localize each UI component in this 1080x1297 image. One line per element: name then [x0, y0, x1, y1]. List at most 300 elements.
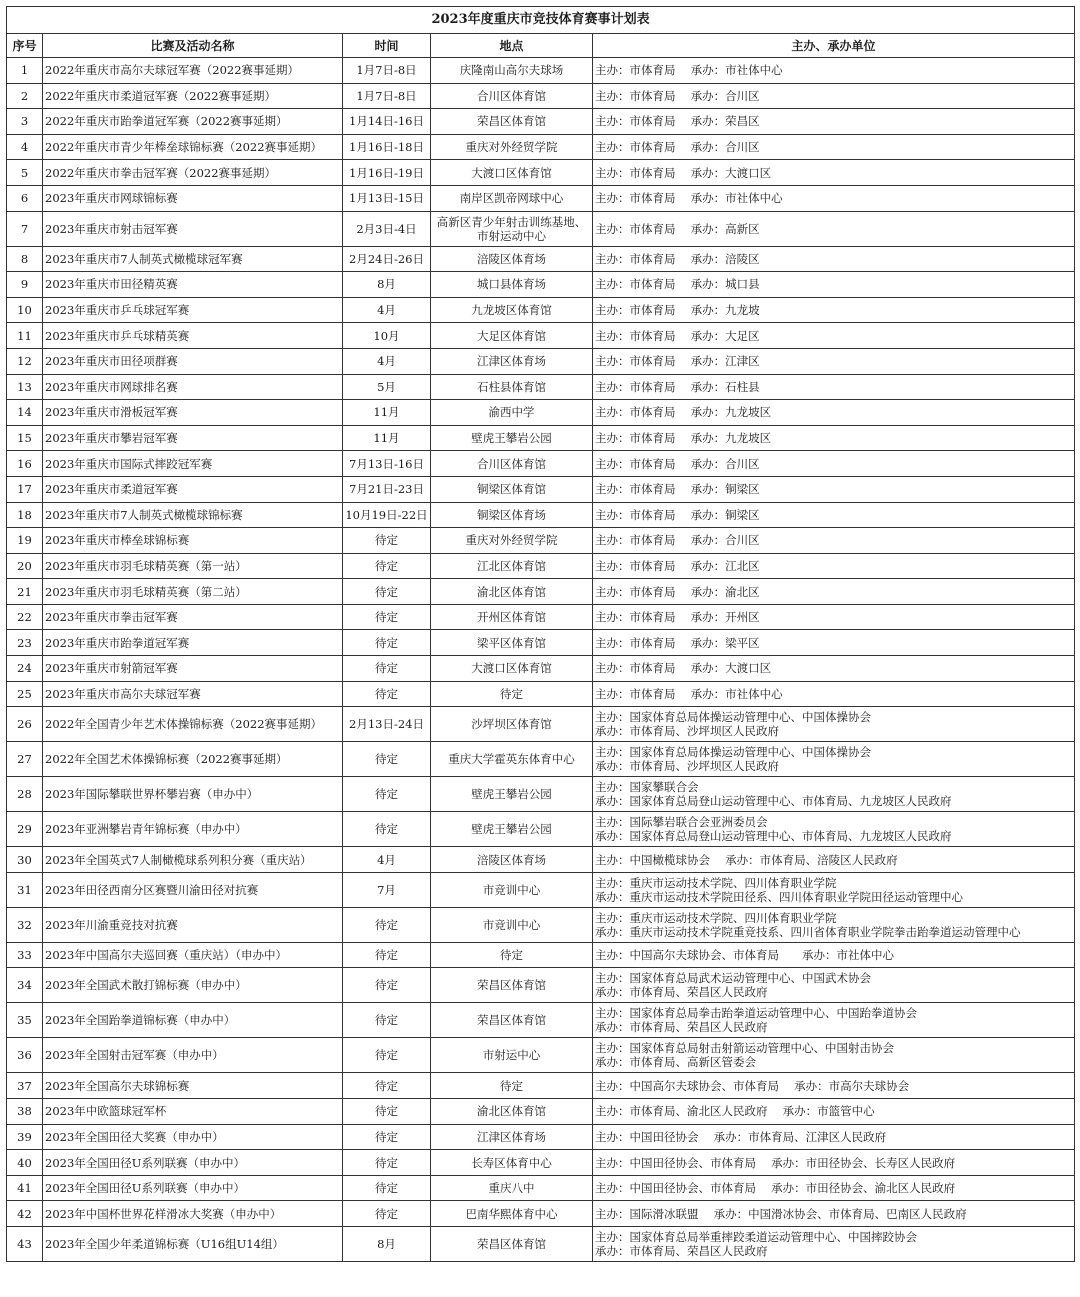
row-number: 34 [7, 968, 43, 1003]
event-name: 2023年川渝重竞技对抗赛 [43, 907, 343, 942]
row-number: 6 [7, 185, 43, 211]
header-place: 地点 [431, 34, 593, 58]
event-place: 沙坪坝区体育馆 [431, 707, 593, 742]
table-row [7, 1201, 1075, 1227]
schedule-sheet [6, 6, 1074, 1262]
table-row [7, 1073, 1075, 1099]
table-row [7, 246, 1075, 272]
event-organizers [593, 348, 1075, 374]
event-name: 2023年中欧篮球冠军杯 [43, 1099, 343, 1125]
event-place: 市竞训中心 [431, 872, 593, 907]
event-organizers [593, 246, 1075, 272]
event-name: 2023年重庆市攀岩冠军赛 [43, 425, 343, 451]
organizer-line: 承办：市体育局、荣昌区人民政府 [595, 985, 768, 1000]
event-name: 2023年重庆市田径项群赛 [43, 348, 343, 374]
organizer-line: 主办：国际攀岩联合会亚洲委员会 [595, 815, 768, 830]
organizer-line: 主办：重庆市运动技术学院、四川体育职业学院 [595, 910, 837, 925]
event-name: 2022年重庆市青少年棒垒球锦标赛（2022赛事延期） [43, 134, 343, 160]
event-place: 荣昌区体育馆 [431, 968, 593, 1003]
event-place: 江津区体育场 [431, 348, 593, 374]
event-organizers [593, 134, 1075, 160]
row-number: 38 [7, 1099, 43, 1125]
organizer-line: 主办：市体育局 承办：九龙坡区 [595, 431, 772, 446]
header-row [7, 34, 1075, 58]
header-name: 比赛及活动名称 [43, 34, 343, 58]
event-place: 开州区体育馆 [431, 604, 593, 630]
row-number: 23 [7, 630, 43, 656]
table-row [7, 528, 1075, 554]
organizer-line: 主办：市体育局 承办：市社体中心 [595, 63, 783, 78]
row-number: 29 [7, 812, 43, 847]
row-number: 28 [7, 777, 43, 812]
organizer-line: 主办：市体育局 承办：合川区 [595, 88, 760, 103]
organizer-line: 主办：市体育局 承办：九龙坡 [595, 303, 760, 318]
organizer-line: 主办：重庆市运动技术学院、四川体育职业学院 [595, 875, 837, 890]
event-name: 2023年重庆市羽毛球精英赛（第一站） [43, 553, 343, 579]
row-number: 31 [7, 872, 43, 907]
event-name: 2022年重庆市跆拳道冠军赛（2022赛事延期） [43, 109, 343, 135]
organizer-line: 主办：中国高尔夫球协会、市体育局 承办：市社体中心 [595, 948, 894, 963]
event-name: 2023年重庆市高尔夫球冠军赛 [43, 681, 343, 707]
event-place: 荣昌区体育馆 [431, 1227, 593, 1262]
event-place: 待定 [431, 1073, 593, 1099]
event-name: 2023年重庆市射箭冠军赛 [43, 656, 343, 682]
table-row [7, 1099, 1075, 1125]
event-name: 2023年全国跆拳道锦标赛（申办中） [43, 1003, 343, 1038]
organizer-line: 承办：市体育局、沙坪坝区人民政府 [595, 759, 779, 774]
event-organizers [593, 742, 1075, 777]
table-row [7, 553, 1075, 579]
event-place: 壁虎王攀岩公园 [431, 425, 593, 451]
event-organizers [593, 777, 1075, 812]
organizer-line: 主办：市体育局 承办：城口县 [595, 277, 760, 292]
event-organizers [593, 1038, 1075, 1073]
event-time: 7月 [343, 872, 431, 907]
row-number: 7 [7, 211, 43, 246]
table-row [7, 185, 1075, 211]
organizer-line: 主办：市体育局 承办：市社体中心 [595, 686, 783, 701]
organizer-line: 主办：国家体育总局拳击跆拳道运动管理中心、中国跆拳道协会 [595, 1006, 917, 1021]
organizer-line: 主办：市体育局 承办：江津区 [595, 354, 760, 369]
event-place: 重庆对外经贸学院 [431, 528, 593, 554]
event-name: 2023年重庆市拳击冠军赛 [43, 604, 343, 630]
row-number: 8 [7, 246, 43, 272]
event-place: 渝西中学 [431, 400, 593, 426]
event-name: 2022年重庆市高尔夫球冠军赛（2022赛事延期） [43, 58, 343, 84]
organizer-line: 主办：国家体育总局体操运动管理中心、中国体操协会 [595, 710, 871, 725]
organizer-line: 主办：市体育局 承办：市社体中心 [595, 191, 783, 206]
event-organizers [593, 323, 1075, 349]
event-name: 2023年重庆市网球排名赛 [43, 374, 343, 400]
organizer-line: 承办：市体育局、荣昌区人民政府 [595, 1020, 768, 1035]
event-name: 2023年全国田径U系列联赛（申办中） [43, 1150, 343, 1176]
organizer-line: 主办：市体育局 承办：铜梁区 [595, 482, 760, 497]
row-number: 14 [7, 400, 43, 426]
event-place: 城口县体育场 [431, 272, 593, 298]
organizer-line: 主办：市体育局 承办：大渡口区 [595, 661, 772, 676]
event-organizers [593, 160, 1075, 186]
row-number: 20 [7, 553, 43, 579]
table-row [7, 134, 1075, 160]
row-number: 35 [7, 1003, 43, 1038]
event-place: 大渡口区体育馆 [431, 160, 593, 186]
event-name: 2023年重庆市跆拳道冠军赛 [43, 630, 343, 656]
table-row [7, 742, 1075, 777]
event-place: 合川区体育馆 [431, 451, 593, 477]
row-number: 42 [7, 1201, 43, 1227]
event-time: 待定 [343, 1038, 431, 1073]
row-number: 30 [7, 847, 43, 873]
event-time: 待定 [343, 579, 431, 605]
event-time: 待定 [343, 812, 431, 847]
event-organizers [593, 579, 1075, 605]
event-place: 长寿区体育中心 [431, 1150, 593, 1176]
row-number: 4 [7, 134, 43, 160]
table-row [7, 707, 1075, 742]
row-number: 24 [7, 656, 43, 682]
table-row [7, 1124, 1075, 1150]
event-place: 九龙坡区体育馆 [431, 297, 593, 323]
event-organizers [593, 1099, 1075, 1125]
table-row [7, 476, 1075, 502]
event-time: 待定 [343, 553, 431, 579]
event-time: 待定 [343, 528, 431, 554]
table-row [7, 812, 1075, 847]
table-row [7, 1150, 1075, 1176]
event-name: 2023年全国武术散打锦标赛（申办中） [43, 968, 343, 1003]
organizer-line: 主办：国家体育总局射击射箭运动管理中心、中国射击协会 [595, 1041, 894, 1056]
table-row [7, 1003, 1075, 1038]
event-time: 待定 [343, 656, 431, 682]
row-number: 9 [7, 272, 43, 298]
event-time: 1月16日-19日 [343, 160, 431, 186]
event-time: 7月13日-16日 [343, 451, 431, 477]
table-row [7, 968, 1075, 1003]
event-time: 待定 [343, 1150, 431, 1176]
event-place: 高新区青少年射击训练基地、市射运动中心 [431, 211, 593, 246]
event-time: 待定 [343, 681, 431, 707]
table-row [7, 630, 1075, 656]
organizer-line: 主办：国家体育总局举重摔跤柔道运动管理中心、中国摔跤协会 [595, 1230, 917, 1244]
organizer-line: 主办：国际滑冰联盟 承办：中国滑冰协会、市体育局、巴南区人民政府 [595, 1206, 967, 1221]
row-number: 25 [7, 681, 43, 707]
table-row [7, 58, 1075, 84]
organizer-line: 主办：中国田径协会、市体育局 承办：市田径协会、渝北区人民政府 [595, 1181, 956, 1196]
event-time: 待定 [343, 942, 431, 968]
event-name: 2023年全国少年柔道锦标赛（U16组U14组） [43, 1227, 343, 1262]
row-number: 33 [7, 942, 43, 968]
row-number: 5 [7, 160, 43, 186]
table-body [7, 58, 1075, 1262]
organizer-line: 主办：市体育局 承办：石柱县 [595, 379, 760, 394]
event-time: 1月7日-8日 [343, 83, 431, 109]
event-place: 待定 [431, 681, 593, 707]
row-number: 18 [7, 502, 43, 528]
event-organizers [593, 942, 1075, 968]
table-row [7, 681, 1075, 707]
event-name: 2023年重庆市柔道冠军赛 [43, 476, 343, 502]
event-place: 市射运中心 [431, 1038, 593, 1073]
event-time: 1月13日-15日 [343, 185, 431, 211]
event-name: 2022年全国艺术体操锦标赛（2022赛事延期） [43, 742, 343, 777]
event-organizers [593, 109, 1075, 135]
event-place: 巴南华熙体育中心 [431, 1201, 593, 1227]
event-place: 南岸区凯帝网球中心 [431, 185, 593, 211]
header-org: 主办、承办单位 [593, 34, 1075, 58]
table-row [7, 907, 1075, 942]
row-number: 41 [7, 1175, 43, 1201]
row-number: 1 [7, 58, 43, 84]
organizer-line: 承办：市体育局、荣昌区人民政府 [595, 1244, 768, 1258]
table-row [7, 1175, 1075, 1201]
row-number: 27 [7, 742, 43, 777]
event-name: 2023年国际攀联世界杯攀岩赛（申办中） [43, 777, 343, 812]
organizer-line: 承办：国家体育总局登山运动管理中心、市体育局、九龙坡区人民政府 [595, 794, 952, 809]
event-place: 待定 [431, 942, 593, 968]
table-row [7, 451, 1075, 477]
event-place: 荣昌区体育馆 [431, 1003, 593, 1038]
event-place: 大渡口区体育馆 [431, 656, 593, 682]
organizer-line: 主办：市体育局 承办：大渡口区 [595, 165, 772, 180]
organizer-line: 主办：中国高尔夫球协会、市体育局 承办：市高尔夫球协会 [595, 1078, 910, 1093]
event-organizers [593, 476, 1075, 502]
event-place: 梁平区体育馆 [431, 630, 593, 656]
event-time: 4月 [343, 847, 431, 873]
event-name: 2023年重庆市国际式摔跤冠军赛 [43, 451, 343, 477]
row-number: 10 [7, 297, 43, 323]
row-number: 12 [7, 348, 43, 374]
event-name: 2023年中国高尔夫巡回赛（重庆站）（申办中） [43, 942, 343, 968]
event-time: 待定 [343, 777, 431, 812]
row-number: 40 [7, 1150, 43, 1176]
organizer-line: 主办：市体育局 承办：九龙坡区 [595, 405, 772, 420]
event-name: 2023年重庆市棒垒球锦标赛 [43, 528, 343, 554]
event-name: 2023年全国田径大奖赛（申办中） [43, 1124, 343, 1150]
organizer-line: 主办：市体育局 承办：涪陵区 [595, 251, 760, 266]
event-organizers [593, 968, 1075, 1003]
event-organizers [593, 400, 1075, 426]
event-place: 荣昌区体育馆 [431, 109, 593, 135]
table-row [7, 872, 1075, 907]
table-row [7, 211, 1075, 246]
event-time: 8月 [343, 1227, 431, 1262]
organizer-line: 主办：市体育局 承办：大足区 [595, 328, 760, 343]
event-organizers [593, 1175, 1075, 1201]
header-time: 时间 [343, 34, 431, 58]
event-name: 2022年全国青少年艺术体操锦标赛（2022赛事延期） [43, 707, 343, 742]
organizer-line: 主办：市体育局 承办：江北区 [595, 558, 760, 573]
event-time: 待定 [343, 1201, 431, 1227]
table-row [7, 604, 1075, 630]
organizer-line: 主办：市体育局 承办：梁平区 [595, 635, 760, 650]
organizer-line: 主办：国家体育总局体操运动管理中心、中国体操协会 [595, 745, 871, 760]
event-place: 铜梁区体育场 [431, 502, 593, 528]
event-name: 2023年全国射击冠军赛（申办中） [43, 1038, 343, 1073]
event-time: 11月 [343, 425, 431, 451]
event-name: 2023年重庆市乒乓球冠军赛 [43, 297, 343, 323]
event-name: 2023年重庆市乒乓球精英赛 [43, 323, 343, 349]
event-name: 2023年重庆市羽毛球精英赛（第二站） [43, 579, 343, 605]
event-time: 待定 [343, 1124, 431, 1150]
organizer-line: 主办：市体育局 承办：高新区 [595, 221, 760, 236]
row-number: 32 [7, 907, 43, 942]
row-number: 22 [7, 604, 43, 630]
table-row [7, 374, 1075, 400]
row-number: 16 [7, 451, 43, 477]
event-organizers [593, 872, 1075, 907]
event-organizers [593, 528, 1075, 554]
event-organizers [593, 847, 1075, 873]
event-organizers [593, 1150, 1075, 1176]
organizer-line: 主办：市体育局 承办：荣昌区 [595, 114, 760, 129]
event-time: 10月19日-22日 [343, 502, 431, 528]
event-organizers [593, 553, 1075, 579]
row-number: 17 [7, 476, 43, 502]
event-organizers [593, 1201, 1075, 1227]
row-number: 43 [7, 1227, 43, 1262]
table-row [7, 656, 1075, 682]
event-time: 待定 [343, 1073, 431, 1099]
organizer-line: 承办：国家体育总局登山运动管理中心、市体育局、九龙坡区人民政府 [595, 829, 952, 844]
event-time: 待定 [343, 742, 431, 777]
table-row [7, 502, 1075, 528]
row-number: 11 [7, 323, 43, 349]
organizer-line: 主办：市体育局 承办：铜梁区 [595, 507, 760, 522]
table-row [7, 942, 1075, 968]
event-name: 2023年重庆市滑板冠军赛 [43, 400, 343, 426]
event-name: 2022年重庆市柔道冠军赛（2022赛事延期） [43, 83, 343, 109]
row-number: 39 [7, 1124, 43, 1150]
event-time: 1月14日-16日 [343, 109, 431, 135]
table-row [7, 272, 1075, 298]
event-organizers [593, 185, 1075, 211]
event-time: 1月7日-8日 [343, 58, 431, 84]
event-organizers [593, 451, 1075, 477]
event-time: 11月 [343, 400, 431, 426]
event-name: 2023年亚洲攀岩青年锦标赛（申办中） [43, 812, 343, 847]
event-name: 2023年重庆市网球锦标赛 [43, 185, 343, 211]
event-time: 4月 [343, 348, 431, 374]
event-name: 2023年重庆市田径精英赛 [43, 272, 343, 298]
organizer-line: 主办：市体育局 承办：合川区 [595, 533, 760, 548]
row-number: 21 [7, 579, 43, 605]
event-place: 重庆八中 [431, 1175, 593, 1201]
organizer-line: 主办：国家体育总局武术运动管理中心、中国武术协会 [595, 971, 871, 986]
table-row [7, 323, 1075, 349]
event-organizers [593, 707, 1075, 742]
event-time: 2月13日-24日 [343, 707, 431, 742]
event-name: 2023年全国田径U系列联赛（申办中） [43, 1175, 343, 1201]
event-organizers [593, 1073, 1075, 1099]
event-place: 市竞训中心 [431, 907, 593, 942]
table-row [7, 1227, 1075, 1262]
event-place: 铜梁区体育馆 [431, 476, 593, 502]
event-organizers [593, 1124, 1075, 1150]
row-number: 15 [7, 425, 43, 451]
event-name: 2023年田径西南分区赛暨川渝田径对抗赛 [43, 872, 343, 907]
event-organizers [593, 425, 1075, 451]
table-row [7, 160, 1075, 186]
event-organizers [593, 374, 1075, 400]
table-row [7, 109, 1075, 135]
organizer-line: 主办：中国田径协会 承办：市体育局、江津区人民政府 [595, 1129, 887, 1144]
event-organizers [593, 272, 1075, 298]
row-number: 13 [7, 374, 43, 400]
event-place: 江津区体育场 [431, 1124, 593, 1150]
event-organizers [593, 812, 1075, 847]
organizer-line: 主办：中国橄榄球协会 承办：市体育局、涪陵区人民政府 [595, 852, 898, 867]
event-name: 2023年中国杯世界花样滑冰大奖赛（申办中） [43, 1201, 343, 1227]
organizer-line: 主办：中国田径协会、市体育局 承办：市田径协会、长寿区人民政府 [595, 1155, 956, 1170]
table-row [7, 400, 1075, 426]
event-time: 待定 [343, 1003, 431, 1038]
organizer-line: 主办：国家攀联合会 [595, 780, 699, 795]
event-place: 重庆大学霍英东体育中心 [431, 742, 593, 777]
schedule-table [6, 6, 1075, 1262]
event-time: 1月16日-18日 [343, 134, 431, 160]
table-row [7, 425, 1075, 451]
organizer-line: 承办：重庆市运动技术学院重竞技系、四川省体育职业学院拳击跆拳道运动管理中心 [595, 924, 1021, 939]
event-organizers [593, 502, 1075, 528]
table-row [7, 83, 1075, 109]
event-organizers [593, 681, 1075, 707]
event-place: 江北区体育馆 [431, 553, 593, 579]
event-place: 渝北区体育馆 [431, 579, 593, 605]
event-name: 2022年重庆市拳击冠军赛（2022赛事延期） [43, 160, 343, 186]
organizer-line: 主办：市体育局 承办：开州区 [595, 610, 760, 625]
event-time: 待定 [343, 1175, 431, 1201]
row-number: 26 [7, 707, 43, 742]
event-organizers [593, 604, 1075, 630]
event-place: 大足区体育馆 [431, 323, 593, 349]
event-time: 5月 [343, 374, 431, 400]
event-organizers [593, 83, 1075, 109]
event-organizers [593, 297, 1075, 323]
event-time: 2月3日-4日 [343, 211, 431, 246]
event-place: 石柱县体育馆 [431, 374, 593, 400]
event-time: 待定 [343, 1099, 431, 1125]
event-place: 庆隆南山高尔夫球场 [431, 58, 593, 84]
table-row [7, 579, 1075, 605]
row-number: 19 [7, 528, 43, 554]
organizer-line: 承办：市体育局、高新区管委会 [595, 1055, 756, 1070]
event-place: 合川区体育馆 [431, 83, 593, 109]
event-name: 2023年重庆市射击冠军赛 [43, 211, 343, 246]
event-time: 10月 [343, 323, 431, 349]
event-time: 4月 [343, 297, 431, 323]
event-organizers [593, 1003, 1075, 1038]
event-name: 2023年全国高尔夫球锦标赛 [43, 1073, 343, 1099]
event-name: 2023年重庆市7人制英式橄榄球锦标赛 [43, 502, 343, 528]
organizer-line: 承办：重庆市运动技术学院田径系、四川体育职业学院田径运动管理中心 [595, 889, 963, 904]
event-time: 待定 [343, 907, 431, 942]
organizer-line: 主办：市体育局 承办：渝北区 [595, 584, 760, 599]
table-title: 2023年度重庆市竞技体育赛事计划表 [7, 7, 1075, 34]
table-row [7, 297, 1075, 323]
event-time: 待定 [343, 968, 431, 1003]
organizer-line: 主办：市体育局、渝北区人民政府 承办：市篮管中心 [595, 1104, 875, 1119]
event-time: 8月 [343, 272, 431, 298]
header-no: 序号 [7, 34, 43, 58]
event-organizers [593, 907, 1075, 942]
event-place: 壁虎王攀岩公园 [431, 777, 593, 812]
organizer-line: 承办：市体育局、沙坪坝区人民政府 [595, 724, 779, 739]
event-place: 渝北区体育馆 [431, 1099, 593, 1125]
table-row [7, 847, 1075, 873]
row-number: 2 [7, 83, 43, 109]
organizer-line: 主办：市体育局 承办：合川区 [595, 456, 760, 471]
event-time: 2月24日-26日 [343, 246, 431, 272]
